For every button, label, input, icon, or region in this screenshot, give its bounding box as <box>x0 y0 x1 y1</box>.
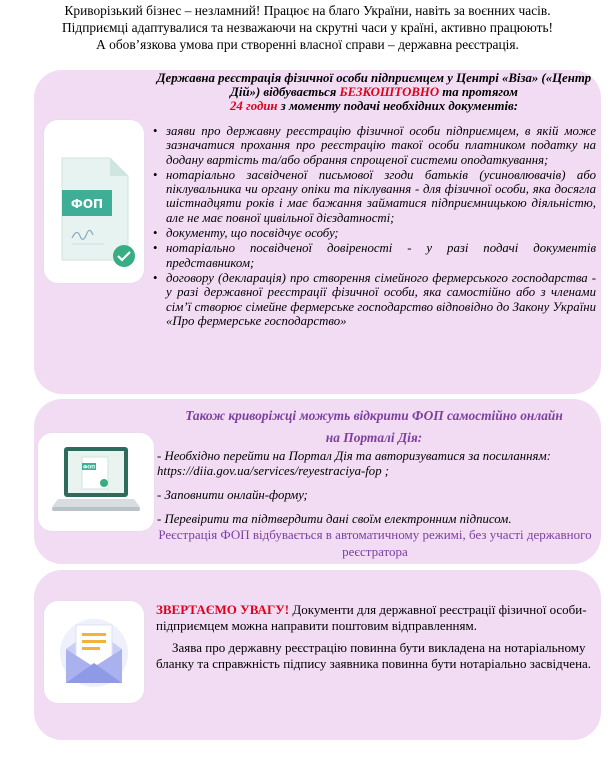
intro-line: Підприємці адаптувалися та незважаючи на скрутні часи у країні, активно працюють! <box>61 20 554 35</box>
step-item: - Перевірити та підтвердити дані своїм електронним підписом. <box>157 512 512 526</box>
list-item: • договору (декларація) про створення сімейного фермерського господарства - у разі державної реєстрації фізичної особи, яка самостійно або з членами сім’ї створює сімейне фермерське господарство відповідно до Закону України «Про фермерське господарство» <box>150 271 596 328</box>
intro-text <box>0 2 615 53</box>
envelope-image <box>44 601 144 703</box>
documents-list <box>150 124 596 329</box>
document-icon <box>44 120 144 283</box>
free-highlight: БЕЗКОШТОВНО <box>339 85 440 99</box>
intro-line: А обов’язкова умова при створенні власної справи – державна реєстрація. <box>96 37 519 52</box>
fop-document-image <box>44 120 144 283</box>
fop-icon-label: ФОП <box>70 197 104 211</box>
laptop-image <box>38 433 154 531</box>
mail-paragraph: ЗВЕРТАЄМО УВАГУ! Документи для державної реєстрації фізичної особи-підприємцем можна направити поштовим відправленням. <box>156 602 587 633</box>
list-item: • нотаріально посвідченої довіреності - у разі подачі документів представником; <box>150 241 596 270</box>
hours-highlight: 24 годин <box>230 99 278 113</box>
auto-registration-note: Реєстрація ФОП відбувається в автоматичному режимі, без участі державного реєстратора <box>158 527 592 559</box>
laptop-icon <box>38 433 154 531</box>
registration-title: Державна реєстрація фізичної особи підприємцем у Центрі «Віза» («Центр Дій») відбувається БЕЗКОШТОВНО та протягом 24 годин з моменту подачі необхідних документів: <box>156 71 592 113</box>
attention-label: ЗВЕРТАЄМО УВАГУ! <box>156 602 290 617</box>
mail-text <box>156 602 594 678</box>
mail-paragraph-2: Заява про державну реєстрацію повинна бути викладена на нотаріальному бланку та справжність підпису заявника повинна бути нотаріально засвідчена. <box>156 640 592 671</box>
intro-line: Криворізький бізнес – незламний! Працює на благо України, навіть за воєнних часів. <box>64 3 551 18</box>
step-item: - Заповнити онлайн-форму; <box>157 488 308 502</box>
laptop-fop-label: ФОП <box>82 465 96 471</box>
online-title: Також криворіжці можуть відкрити ФОП самостійно онлайн на Порталі Дія: <box>185 408 563 445</box>
list-item: • нотаріально засвідченої письмової згоди батьків (усиновлювачів) або піклувальника чи органу опіки та піклування - для фізичної особи, яка досягла шістнадцяти років і має бажання займатися підприємницькою діяльністю, але не має повної цивільної дієздатності; <box>150 168 596 225</box>
list-item: • документу, що посвідчує особу; <box>150 226 596 240</box>
envelope-icon <box>44 601 144 703</box>
list-item: • заяви про державну реєстрацію фізичної особи підприємцем, в якій може зазначатися прохання про реєстрацію такої особи платником податку на додану вартість та/або обрання спрощеної системи оподаткування; <box>150 124 596 167</box>
step-item: - Необхідно перейти на Портал Дія та авторизуватися за посиланням: https://diia.gov.ua/services/reyestraciya-fop ; <box>157 449 551 478</box>
online-steps <box>157 449 597 536</box>
